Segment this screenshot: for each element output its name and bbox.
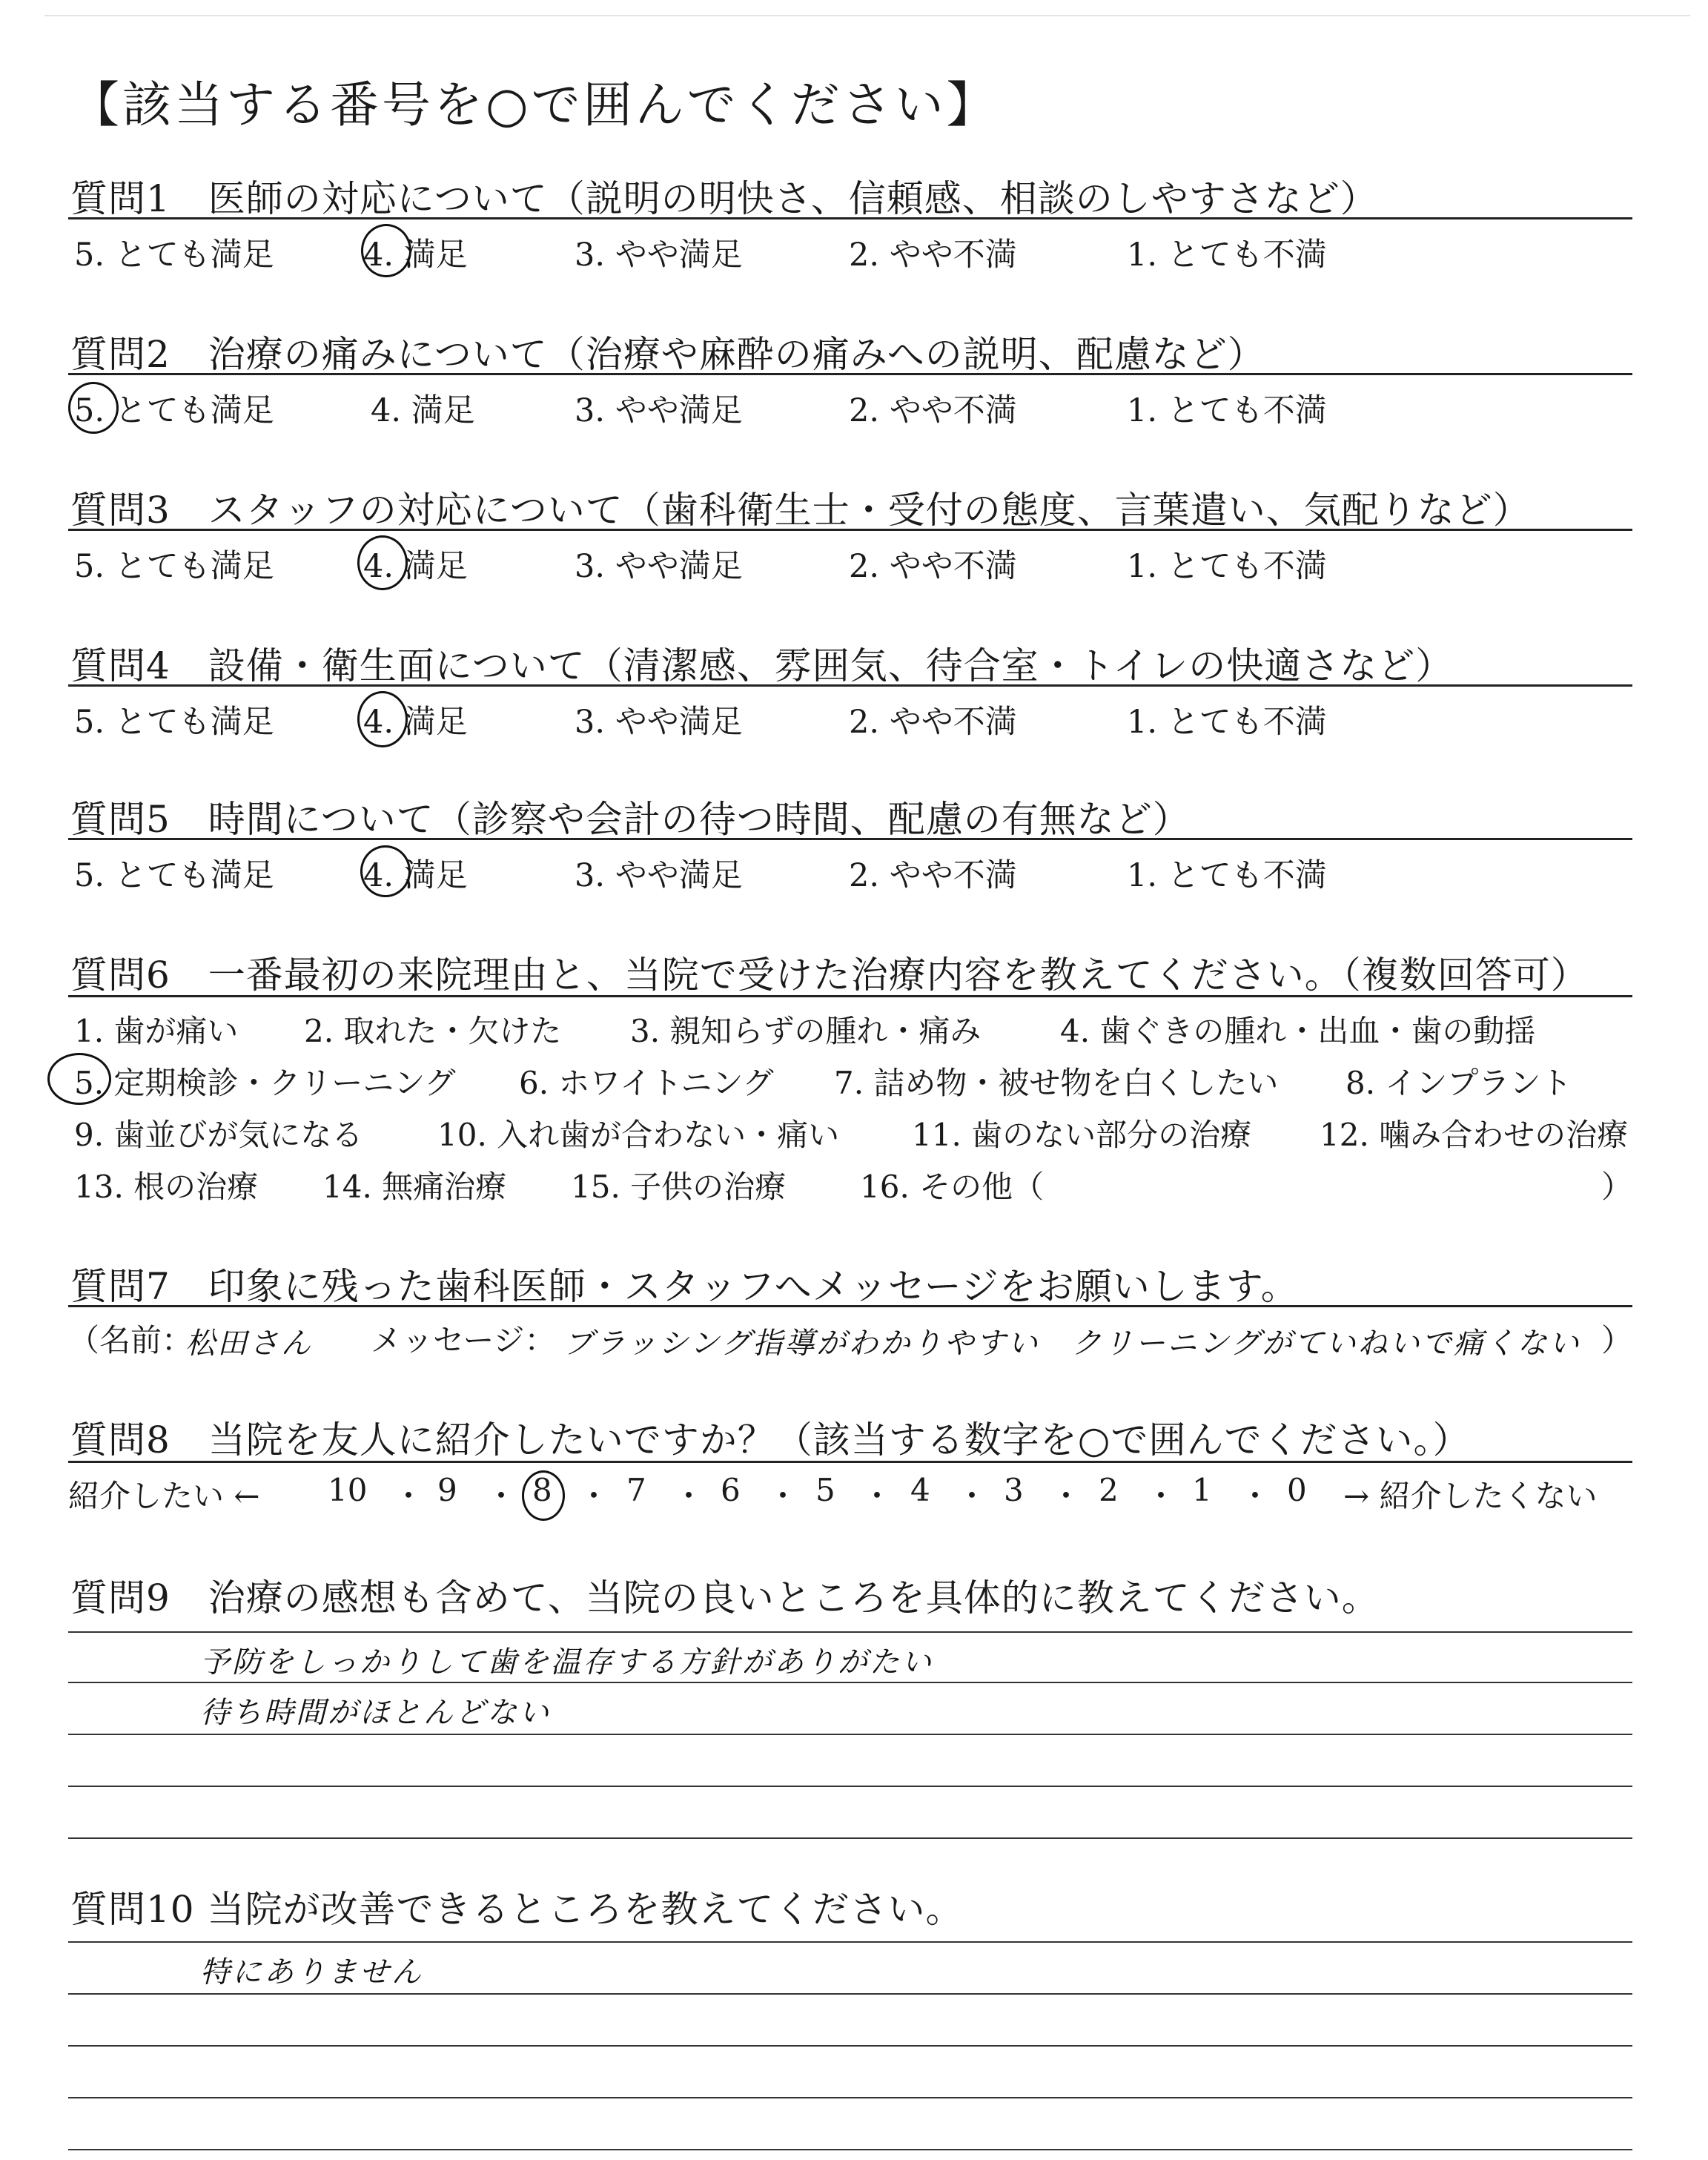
q8-sep: ・: [956, 1478, 988, 1514]
q6-option-7[interactable]: 7. 詰め物・被せ物を白くしたい: [834, 1065, 1279, 1101]
q6-option-2[interactable]: 2. 取れた・欠けた: [304, 1013, 562, 1049]
q10-answer-line: [68, 2045, 1632, 2047]
q1-option-4[interactable]: 4. 満足: [363, 237, 468, 274]
q6-option-10[interactable]: 10. 入れ歯が合わない・痛い: [437, 1117, 840, 1153]
q2-option-5[interactable]: 5. とても満足: [74, 392, 274, 429]
q3-option-4[interactable]: 4. 満足: [363, 548, 468, 585]
q6-option-3[interactable]: 3. 親知らずの腫れ・痛み: [630, 1013, 982, 1049]
q1-option-1[interactable]: 1. とても不満: [1127, 237, 1327, 274]
q5-option-4[interactable]: 4. 満足: [363, 857, 468, 894]
q8-scale-6[interactable]: 6: [721, 1472, 741, 1508]
question-2-title: 質問2 治療の痛みについて（治療や麻酔の痛みへの説明、配慮など）: [70, 333, 1265, 376]
q1-option-5[interactable]: 5. とても満足: [74, 237, 274, 274]
q10-answer-line: [68, 1941, 1632, 1943]
q2-selection-circle: [68, 382, 119, 434]
q6-option-15[interactable]: 15. 子供の治療: [571, 1169, 787, 1205]
question-7-rule: [68, 1305, 1632, 1307]
q10-answer-1[interactable]: 特にありません: [200, 1955, 423, 1989]
q6-option-8[interactable]: 8. インプラント: [1345, 1065, 1572, 1101]
q8-sep: ・: [393, 1478, 425, 1514]
q8-sep: ・: [1239, 1478, 1271, 1514]
question-5-rule: [68, 838, 1632, 840]
q5-option-5[interactable]: 5. とても満足: [74, 857, 274, 894]
q8-scale-7[interactable]: 7: [626, 1472, 646, 1508]
question-8-rule: [68, 1461, 1632, 1463]
q6-option-12[interactable]: 12. 噛み合わせの治療: [1320, 1117, 1629, 1153]
q8-scale-9[interactable]: 9: [437, 1472, 457, 1508]
question-1-rule: [68, 217, 1632, 219]
q5-option-1[interactable]: 1. とても不満: [1127, 857, 1327, 894]
q8-scale-1[interactable]: 1: [1192, 1472, 1212, 1508]
q8-sep: ・: [767, 1478, 799, 1514]
q1-option-2[interactable]: 2. やや不満: [849, 237, 1017, 274]
q9-answer-line: [68, 1786, 1632, 1787]
q7-name-value[interactable]: 松田さん: [185, 1327, 313, 1361]
q8-sep: ・: [861, 1478, 893, 1514]
q2-option-1[interactable]: 1. とても不満: [1127, 392, 1327, 429]
question-1-title: 質問1 医師の対応について（説明の明快さ、信頼感、相談のしやすさなど）: [70, 177, 1378, 220]
q3-selection-circle: [357, 535, 408, 590]
q6-option-9[interactable]: 9. 歯並びが気になる: [74, 1117, 363, 1153]
q4-selection-circle: [357, 691, 408, 747]
q2-option-4[interactable]: 4. 満足: [371, 392, 475, 429]
q8-scale-4[interactable]: 4: [910, 1472, 930, 1508]
q7-close-paren: ）: [1601, 1322, 1633, 1358]
q3-option-1[interactable]: 1. とても不満: [1127, 548, 1327, 585]
q8-scale-10[interactable]: 10: [328, 1472, 368, 1508]
q4-option-1[interactable]: 1. とても不満: [1127, 704, 1327, 741]
q9-answer-line: [68, 1837, 1632, 1839]
q9-answer-line: [68, 1631, 1632, 1633]
q7-message-label: メッセージ：: [371, 1322, 556, 1358]
q3-option-2[interactable]: 2. やや不満: [849, 548, 1017, 585]
q6-option-6[interactable]: 6. ホワイトニング: [519, 1065, 774, 1101]
q3-option-3[interactable]: 3. やや満足: [575, 548, 743, 585]
q10-answer-line: [68, 2149, 1632, 2150]
q8-scale-0[interactable]: 0: [1287, 1472, 1307, 1508]
q8-sep: ・: [578, 1478, 610, 1514]
q8-scale-8[interactable]: 8: [532, 1472, 552, 1508]
q1-option-3[interactable]: 3. やや満足: [575, 237, 743, 274]
q4-option-4[interactable]: 4. 満足: [363, 704, 468, 741]
question-5-title: 質問5 時間について（診察や会計の待つ時間、配慮の有無など）: [70, 798, 1191, 841]
q9-answer-line: [68, 1734, 1632, 1735]
q2-option-3[interactable]: 3. やや満足: [575, 392, 743, 429]
q4-option-3[interactable]: 3. やや満足: [575, 704, 743, 741]
question-9-title: 質問9 治療の感想も含めて、当院の良いところを具体的に教えてください。: [70, 1576, 1380, 1619]
question-10-title: 質問10 当院が改善できるところを教えてください。: [70, 1888, 964, 1931]
question-7-title: 質問7 印象に残った歯科医師・スタッフへメッセージをお願いします。: [70, 1265, 1299, 1308]
q8-scale-3[interactable]: 3: [1004, 1472, 1024, 1508]
q2-option-2[interactable]: 2. やや不満: [849, 392, 1017, 429]
q8-scale-5[interactable]: 5: [815, 1472, 835, 1508]
question-6-rule: [68, 995, 1632, 997]
q10-answer-line: [68, 1993, 1632, 1995]
q6-other-close-paren: ）: [1601, 1169, 1633, 1205]
q9-answer-line: [68, 1682, 1632, 1683]
question-4-title: 質問4 設備・衛生面について（清潔感、雰囲気、待合室・トイレの快適さなど）: [70, 644, 1454, 687]
q6-option-11[interactable]: 11. 歯のない部分の治療: [912, 1117, 1252, 1153]
q3-option-5[interactable]: 5. とても満足: [74, 548, 274, 585]
question-4-rule: [68, 684, 1632, 687]
question-2-rule: [68, 373, 1632, 375]
q8-sep: ・: [1145, 1478, 1177, 1514]
q7-name-label: （名前：: [68, 1322, 193, 1358]
q5-option-2[interactable]: 2. やや不満: [849, 857, 1017, 894]
page-title: 【該当する番号を○で囲んでください】: [70, 76, 999, 133]
q8-sep: ・: [673, 1478, 705, 1514]
q7-message-value[interactable]: ブラッシング指導がわかりやすい クリーニングがていねいで痛くない: [563, 1327, 1581, 1361]
q6-option-4[interactable]: 4. 歯ぐきの腫れ・出血・歯の動揺: [1060, 1013, 1536, 1049]
question-3-title: 質問3 スタッフの対応について（歯科衛生士・受付の態度、言葉遣い、気配りなど）: [70, 489, 1531, 532]
q9-answer-1[interactable]: 予防をしっかりして歯を温存する方針がありがたい: [200, 1645, 933, 1680]
q10-answer-line: [68, 2097, 1632, 2098]
q5-option-3[interactable]: 3. やや満足: [575, 857, 743, 894]
q6-option-5[interactable]: 5. 定期検診・クリーニング: [74, 1065, 456, 1101]
q4-option-2[interactable]: 2. やや不満: [849, 704, 1017, 741]
q6-option-13[interactable]: 13. 根の治療: [74, 1169, 259, 1205]
q8-selection-circle: [522, 1470, 565, 1521]
q6-option-1[interactable]: 1. 歯が痛い: [74, 1013, 239, 1049]
q9-answer-2[interactable]: 待ち時間がほとんどない: [200, 1696, 551, 1730]
q8-sep: ・: [486, 1478, 517, 1514]
q8-right-label: → 紹介したくない: [1343, 1478, 1598, 1514]
q6-selection-circle: [47, 1053, 111, 1105]
q8-sep: ・: [1050, 1478, 1082, 1514]
q6-option-14[interactable]: 14. 無痛治療: [322, 1169, 507, 1205]
q1-selection-circle: [361, 224, 411, 277]
q6-option-16[interactable]: 16. その他（: [860, 1169, 1045, 1205]
q4-option-5[interactable]: 5. とても満足: [74, 704, 274, 741]
q8-scale-2[interactable]: 2: [1099, 1472, 1119, 1508]
q5-selection-circle: [360, 845, 411, 897]
question-8-title: 質問8 当院を友人に紹介したいですか？（該当する数字を○で囲んでください。）: [70, 1418, 1471, 1462]
q8-left-label: 紹介したい ←: [68, 1478, 260, 1514]
scan-edge: [44, 15, 1690, 16]
question-3-rule: [68, 529, 1632, 531]
question-6-title: 質問6 一番最初の来院理由と、当院で受けた治療内容を教えてください。（複数回答可）: [70, 954, 1589, 997]
